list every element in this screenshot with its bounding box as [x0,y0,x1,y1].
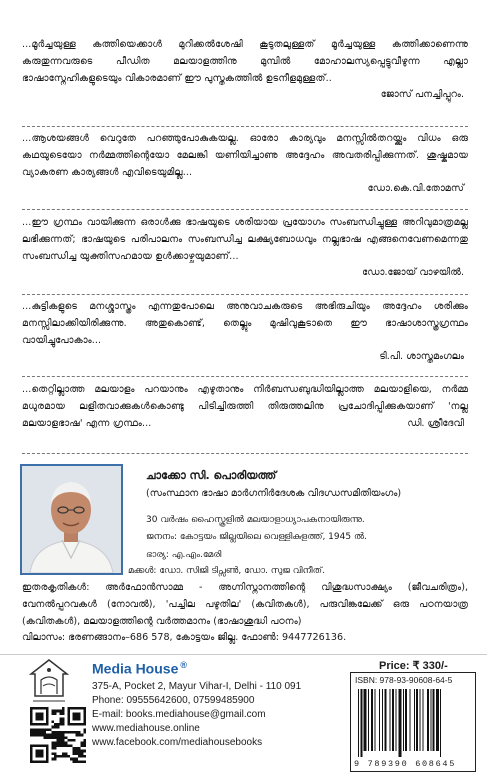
other-works: ഇതരകൃതികൾ: അർഫോൻസാമ്മ - അഗ്നിസ്നാനത്തിന്റെ വിശുദ്ധസാക്ഷ്യം (ജീവചരിത്രം), വേനൽപ്പറവകൾ (നോവൽ), 'പച്ചില പഴുതില' (കവിതകൾ), പരുവിങ്കലേക്ക് ഒരു പഠനയാത്ര (കവിതകൾ), മലയാളത്തിന്റെ വർത്തമാനം (ഭാഷാശുദ്ധി പഠനം) [22,582,468,627]
review-3 [22,214,468,281]
divider [22,209,468,210]
divider [22,376,468,377]
publisher-facebook[interactable]: www.facebook.com/mediahousebooks [92,737,263,748]
publisher-address: 375-A, Pocket 2, Mayur Vihar-I, Delhi - 110 091 [92,681,302,692]
review-2 [22,130,468,197]
review-5 [22,381,468,432]
publisher-email[interactable]: E-mail: books.mediahouse@gmail.com [92,709,266,720]
publisher-phone: Phone: 09555642600, 07599485900 [92,695,255,706]
barcode-icon [357,689,471,757]
qr-code-icon [30,707,86,763]
review-author: ജോസ് പനച്ചിപ്പുറം. [380,89,464,100]
divider [22,126,468,127]
author-name: ചാക്കോ സി. പൊരിയത്ത് [146,469,277,482]
review-4 [22,298,468,365]
divider [22,453,468,454]
isbn-number: ISBN: 978-93-90608-64-5 [355,675,453,685]
bio-line: 30 വർഷം ഹൈസ്കൂളിൽ മലയാളാധ്യാപകനായിരുന്നു. [146,515,365,525]
publisher-name [92,660,187,677]
review-text: ...ഈ ഗ്രന്ഥം വായിക്കുന്ന ഒരാൾക്കു ഭാഷയുടെ ശരിയായ പ്രയോഗം സംബന്ധിച്ചുള്ള അറിവുമാത്രമല്ല ലഭിക്കുന്നത്; ഭാഷയുടെ പരിപാലനം സംബന്ധിച്ച ലക്ഷ്യബോധവും നല്ലഭാഷ എങ്ങനെവേണമെന്നതു സംബന്ധിച്ച യുക്തിസഹമായ ഉൾക്കാഴ്ചയുമാണ്... [22,217,468,262]
publisher-name-text: Media House [92,660,179,677]
review-author: ടി.പി. ശാസ്തമംഗലം [379,351,464,362]
author-address: വിലാസം: ഭരണങ്ങാനം–686 578, കോട്ടയം ജില്ല. ഫോൺ: 9447726136. [22,632,347,643]
media-house-logo-icon [28,658,70,704]
bio-line: മക്കൾ: ഡോ. സിജി ടിപ്സൺ, ഡോ. സുജ വിനീത്. [128,566,325,576]
review-1 [22,36,468,103]
barcode-digits: 9 789390 608645 [354,759,457,769]
footer-divider [0,654,487,655]
review-author: ഡി. ശ്രീദേവി [407,418,464,429]
price: Price: ₹ 330/- [379,660,448,672]
author-portrait-icon [22,466,121,573]
divider [22,294,468,295]
review-text: ...ആശയങ്ങൾ വെറുതേ പറഞ്ഞുപോകുകയല്ല. ഓരോ കാര്യവും മനസ്സിൽതറയ്ക്കും വിധം ഒരു കഥയുടെയോ നർമ്മത്തിന്റെയോ മേലങ്കി യണിയിച്ചാണു അദ്ദേഹം അവതരിപ്പിക്കുന്നത്. ശുഷ്കമായ വ്യാകരണ കാര്യങ്ങൾ എവിടെയുമില്ല... [22,133,468,178]
author-role: (സംസ്ഥാന ഭാഷാ മാർഗനിർദേശക വിദഗ്ധസമിതിയംഗം) [146,488,402,499]
bio-line: ഭാര്യ: എ.എം.മേരി [146,550,222,560]
review-author: ഡോ.കെ.വി.തോമസ് [367,183,464,194]
registered-mark: ® [180,660,187,670]
review-author: ഡോ.ജോയ് വാഴയിൽ. [362,267,464,278]
author-photo [20,464,123,575]
review-text: ...മൂർച്ചയുള്ള കത്തിയെക്കാൾ മുറിക്കൽശേഷി കൂടുതലുള്ളത് മൂർച്ചയുള്ള കത്തിക്കാണെന്നു കരുതുന്നവരുടെ പീഡിത മലയാളത്തിനു മുമ്പിൽ മോഹാലസ്യപ്പെട്ടുവീഴുന്ന എല്ലാ ഭാഷാസ്നേഹികളുടെയും വികാരമാണ് ഈ പുസ്തകത്തിൽ ഉടനീളമുള്ളത്.. [22,39,468,84]
bio-line: ജനനം: കോട്ടയം ജില്ലയിലെ വെള്ളികുളത്ത്, 1945 ൽ. [146,532,367,542]
review-text: ...കുട്ടികളുടെ മനശ്ശാസ്ത്രം എന്നതുപോലെ അനുവാചകരുടെ അഭിരുചിയും അദ്ദേഹം ശരിക്കും മനസ്സിലാക്കിയിരിക്കുന്നു. അതുകൊണ്ട്, തെല്ലും മുഷിവുകൂടാതെ ഈ ഭാഷാശാസ്ത്രഗ്രന്ഥം വായിച്ചുപോകാം... [22,301,468,346]
isbn-block [350,672,476,772]
review-text: ...തെറ്റില്ലാത്ത മലയാളം പറയാനും എഴുതാനും നിർബന്ധബുദ്ധിയില്ലാത്ത മലയാളിയെ, നർമ്മ മധുരമായ ലളിതവാക്കുകൾകൊണ്ടു പിടിച്ചിരുത്തി തിരുത്തലിനു പ്രചോദിപ്പിക്കുകയാണ് 'നല്ല മലയാളഭാഷ' എന്ന ഗ്രന്ഥം... [22,384,468,429]
publisher-website[interactable]: www.mediahouse.online [92,723,200,734]
